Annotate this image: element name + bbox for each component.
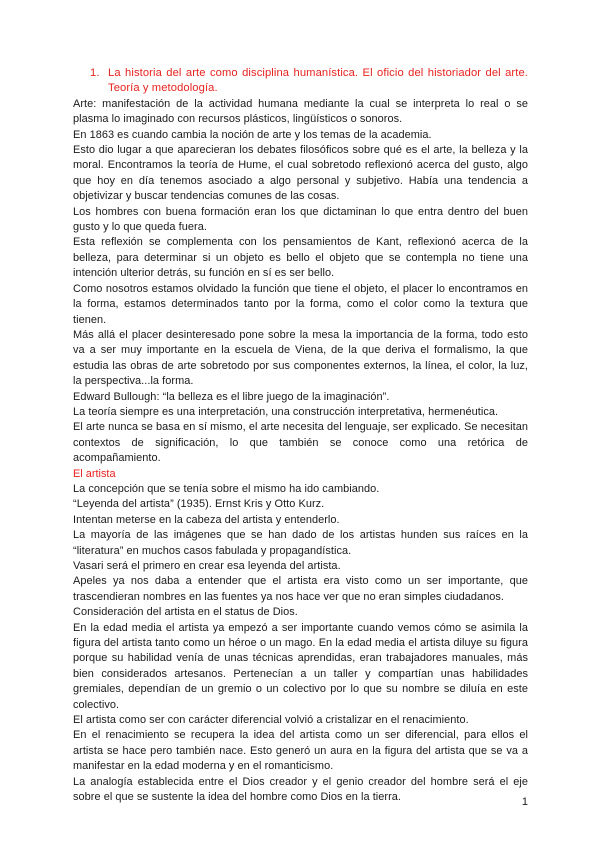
paragraph: Edward Bullough: “la belleza es el libre juego de la imaginación”. (73, 390, 390, 403)
paragraph: Arte: manifestación de la actividad humana mediante la cual se interpreta lo real o se plasma lo imaginado con recursos plásticos, lingüísticos o sonoros. (73, 97, 528, 126)
paragraph: Intentan meterse en la cabeza del artista y entenderlo. (73, 513, 340, 526)
paragraph: La concepción que se tenía sobre el mismo ha ido cambiando. (73, 482, 380, 495)
heading-text: La historia del arte como disciplina humanística. El oficio del historiador del arte. Teoría y metodología. (108, 67, 528, 95)
page-number: 1 (521, 796, 528, 808)
paragraph: La mayoría de las imágenes que se han dado de los artistas hunden sus raíces en la “literatura” en muchos casos fabulada y propagandística. (73, 529, 528, 557)
paragraph: Apeles ya nos daba a entender que el artista era visto como un ser importante, que trascendieran nombres en las fuentes ya nos hace ver que no eran simples ciudadanos. (73, 575, 528, 603)
paragraph: Esto dio lugar a que aparecieran los debates filosóficos sobre qué es el arte, la belleza y la moral. Encontramos la teoría de Hume, el cual sobretodo reflexionó acerca del gusto, algo que hoy en día tenemos asociado a algo personal y subjetivo. Había una tendencia a objetivizar y buscar tendencias comunes de las cosas. (73, 144, 528, 203)
paragraph: En la edad media el artista ya empezó a ser importante cuando vemos cómo se asimila la figura del artista tanto como un héroe o un mago. En la edad media el artista diluye su figura porque su habilidad venía de unas técnicas aprendidas, eran trabajadores manuales, más bien considerados artesanos. Pertenecían a un taller y compartían unas habilidades gremiales, dependían de un gremio o un colectivo por lo que su nombre se diluía en este colectivo. (73, 621, 528, 711)
paragraph: Como nosotros estamos olvidado la función que tiene el objeto, el placer lo encontramos en la forma, estamos determinados tanto por la forma, como el color como la textura que tienen. (73, 282, 528, 326)
section-heading (73, 66, 528, 97)
paragraph: Vasari será el primero en crear esa leyenda del artista. (73, 560, 341, 572)
paragraph: “Leyenda del artista” (1935). Ernst Kris y Otto Kurz. (73, 498, 325, 511)
subsection-title: El artista (73, 467, 116, 480)
paragraph: El arte nunca se basa en sí mismo, el arte necesita del lenguaje, ser explicado. Se necesitan contextos de significación, lo que también se conoce como una retórica de acompañamiento. (73, 421, 528, 465)
paragraph: En el renacimiento se recupera la idea del artista como un ser diferencial, para ellos el artista se hace pero también nace. Esto generó un aura en la figura del artista que se va a manifestar en la edad moderna y en el romanticismo. (73, 729, 528, 773)
paragraph: Los hombres con buena formación eran los que dictaminan lo que entra dentro del buen gusto y lo que queda fuera. (73, 205, 528, 234)
paragraph: La analogía establecida entre el Dios creador y el genio creador del hombre será el eje sobre el que se sustente la idea del hombre como Dios en la tierra. (73, 775, 528, 804)
paragraph: Esta reflexión se complementa con los pensamientos de Kant, reflexionó acerca de la belleza, para determinar si un objeto es bello el objeto que se contempla no tiene una intención ulterior detrás, su función en sí es ser bello. (73, 236, 528, 280)
heading-number: 1. (90, 67, 100, 79)
paragraph: La teoría siempre es una interpretación, una construcción interpretativa, hermenéutica. (73, 405, 499, 418)
paragraph: Consideración del artista en el status de Dios. (73, 606, 298, 619)
paragraph: Más allá el placer desinteresado pone sobre la mesa la importancia de la forma, todo esto va a ser muy importante en la escuela de Viena, de la que deriva el formalismo, la que estudia las obras de arte sobretodo por sus componentes externos, la línea, el color, la luz, la perspectiva...la forma. (73, 328, 528, 388)
paragraph: En 1863 es cuando cambia la noción de arte y los temas de la academia. (73, 128, 432, 141)
paragraph: El artista como ser con carácter diferencial volvió a cristalizar en el renacimiento. (73, 714, 469, 727)
